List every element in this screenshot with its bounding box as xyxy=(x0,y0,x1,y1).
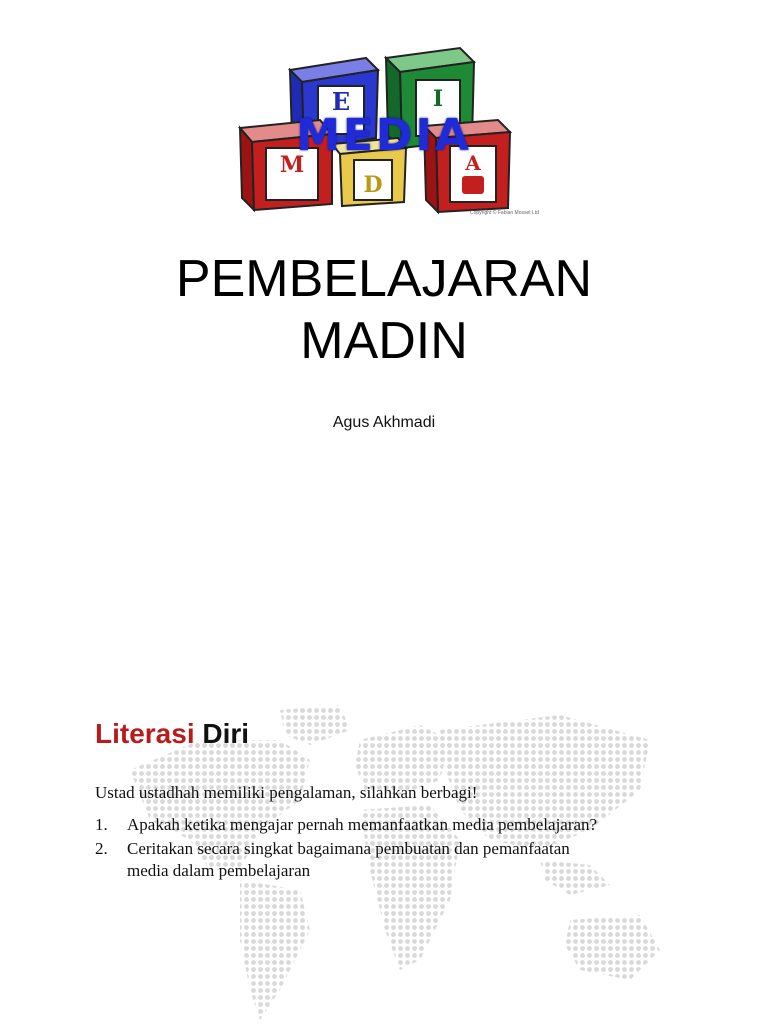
block-letter-m: M xyxy=(279,152,305,178)
block-letter-d: D xyxy=(363,172,383,198)
logo-copyright: Copyright © Fabian Mosset Ltd xyxy=(470,210,539,216)
question-text: Apakah ketika mengajar pernah memanfaatkan media pembelajaran? xyxy=(127,815,598,834)
question-list xyxy=(95,814,615,884)
block-letter-i: I xyxy=(432,86,444,112)
author-name: Agus Akhmadi xyxy=(332,414,436,431)
question-text: Ceritakan secara singkat bagaimana pembuatan dan pemanfaatan media dalam pembelajaran xyxy=(127,839,570,880)
question-item xyxy=(95,814,615,836)
slide-title xyxy=(0,248,768,372)
title-word-diri: Diri xyxy=(202,718,250,749)
title-line-1: PEMBELAJARAN xyxy=(175,250,593,308)
title-line-2: MADIN xyxy=(300,312,468,370)
media-overlay-word: MEDIA xyxy=(296,110,472,161)
block-letter-e: E xyxy=(331,87,351,116)
intro-text: Ustad ustadhah memiliki pengalaman, silahkan berbagi! xyxy=(95,783,478,802)
block-letter-a: A xyxy=(465,151,481,175)
literasi-title xyxy=(95,718,249,750)
tablet-icon xyxy=(462,176,484,194)
question-item xyxy=(95,838,615,882)
question-number: 1. xyxy=(95,815,108,834)
question-number: 2. xyxy=(95,839,108,858)
title-word-literasi: Literasi xyxy=(95,718,195,749)
literasi-slide xyxy=(0,680,768,1024)
